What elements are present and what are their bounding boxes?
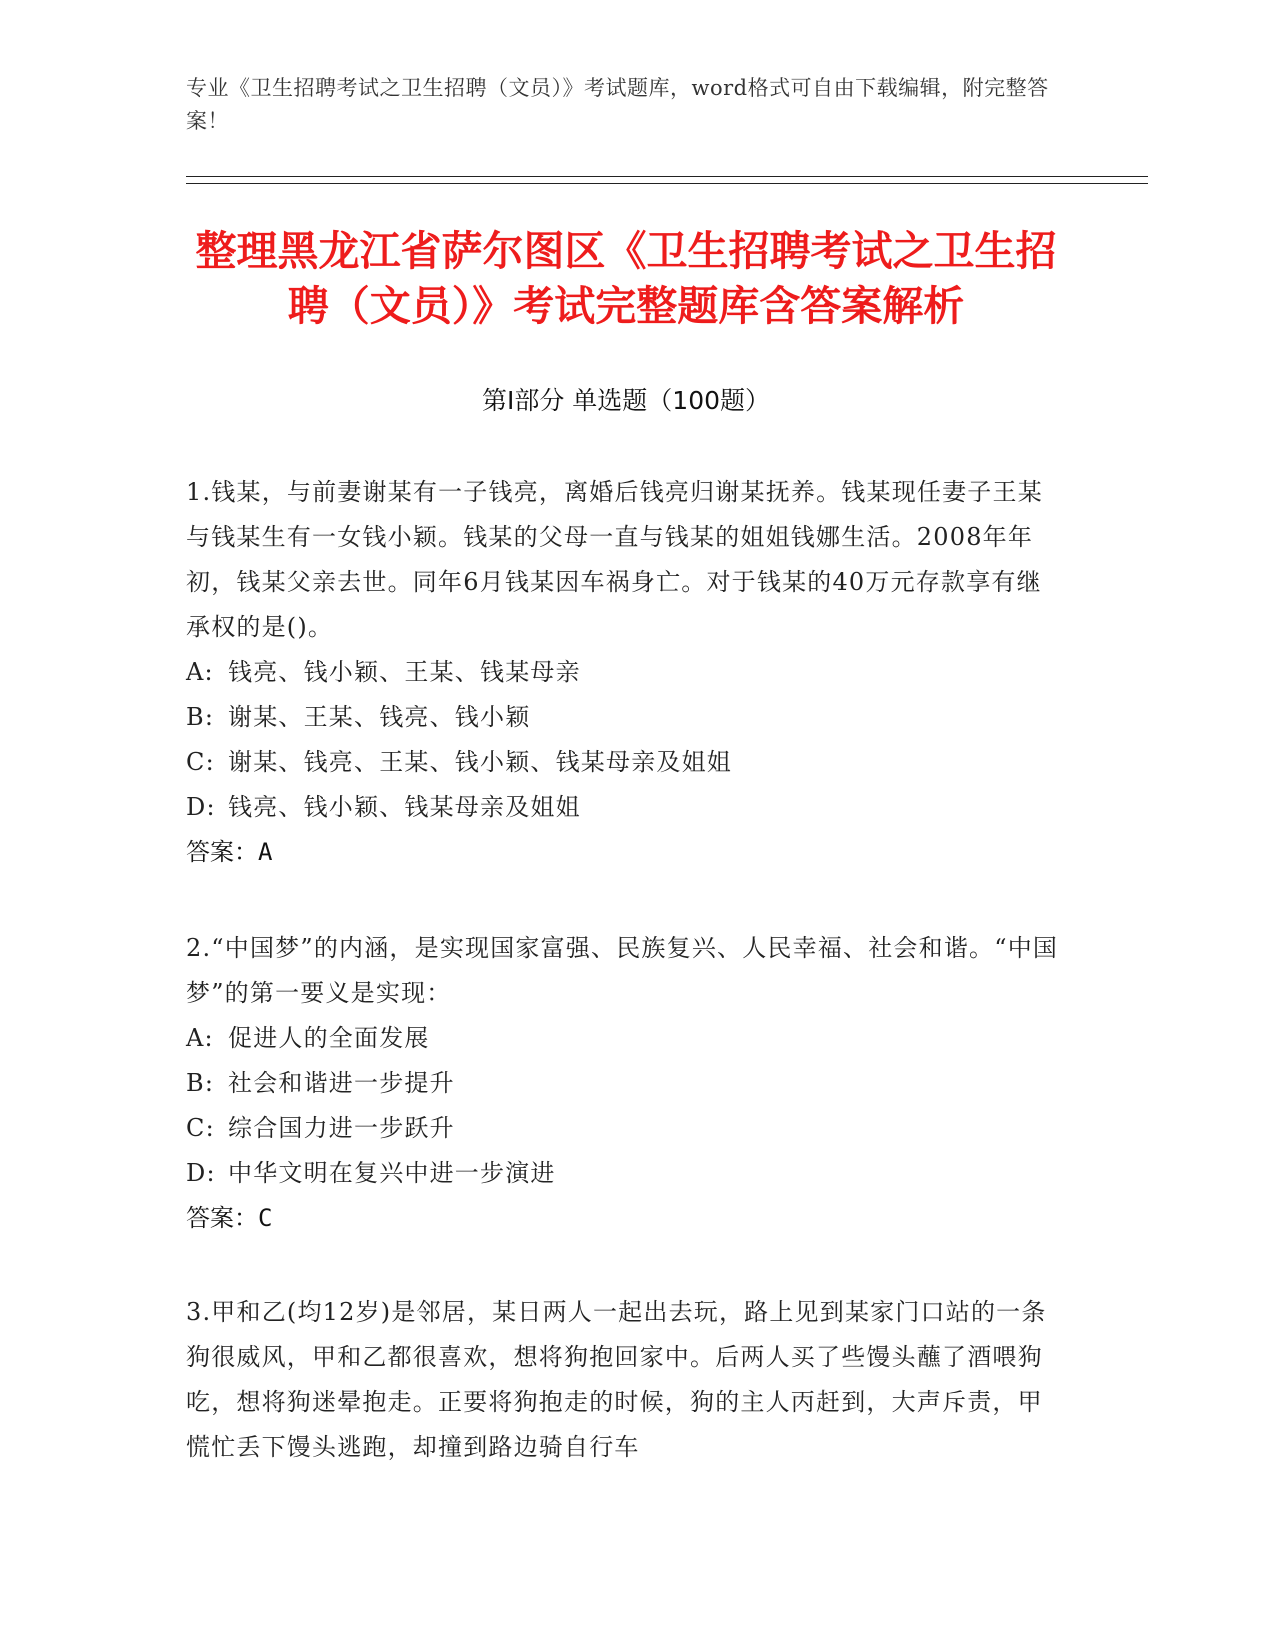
question-1 <box>186 470 1066 875</box>
question-text: 3.甲和乙(均12岁)是邻居，某日两人一起出去玩，路上见到某家门口站的一条狗很威风，甲和乙都很喜欢，想将狗抱回家中。后两人买了些馒头蘸了酒喂狗吃，想将狗迷晕抱走。正要将狗抱走的时候，狗的主人丙赶到，大声斥责，甲慌忙丢下馒头逃跑，却撞到路边骑自行车 <box>186 1298 1047 1461</box>
option-label: C: <box>186 748 215 776</box>
option-text: 钱亮、钱小颖、钱某母亲及姐姐 <box>228 793 581 821</box>
answer <box>186 830 1066 875</box>
option-label: B: <box>186 1069 215 1097</box>
option-b <box>186 695 1066 740</box>
question-3 <box>186 1290 1066 1470</box>
answer-value: C <box>258 1204 273 1232</box>
option-c <box>186 740 1066 785</box>
option-text: 综合国力进一步跃升 <box>228 1114 455 1142</box>
option-b <box>186 1061 1066 1106</box>
question-text: 2.“中国梦”的内涵，是实现国家富强、民族复兴、人民幸福、社会和谐。“中国梦”的第一要义是实现： <box>186 934 1059 1007</box>
option-label: C: <box>186 1114 215 1142</box>
option-c <box>186 1106 1066 1151</box>
option-label: A: <box>186 658 214 686</box>
answer-label: 答案： <box>186 1204 258 1232</box>
option-text: 谢某、王某、钱亮、钱小颖 <box>228 703 531 731</box>
option-label: A: <box>186 1024 214 1052</box>
option-a <box>186 650 1066 695</box>
header-divider-bottom <box>186 183 1148 184</box>
option-text: 中华文明在复兴中进一步演进 <box>228 1159 556 1187</box>
option-a <box>186 1016 1066 1061</box>
option-label: D: <box>186 793 216 821</box>
question-2 <box>186 926 1066 1241</box>
header-note: 专业《卫生招聘考试之卫生招聘（文员）》考试题库，word格式可自由下载编辑，附完整答案！ <box>186 76 1049 133</box>
option-text: 社会和谐进一步提升 <box>228 1069 455 1097</box>
option-d <box>186 785 1066 830</box>
option-label: D: <box>186 1159 216 1187</box>
option-text: 谢某、钱亮、王某、钱小颖、钱某母亲及姐姐 <box>228 748 732 776</box>
answer <box>186 1196 1066 1241</box>
answer-value: A <box>258 838 273 866</box>
header-divider-top <box>186 176 1148 177</box>
option-text: 钱亮、钱小颖、王某、钱某母亲 <box>228 658 581 686</box>
document-title: 整理黑龙江省萨尔图区《卫生招聘考试之卫生招聘（文员）》考试完整题库含答案解析 <box>195 227 1057 330</box>
section-title: 第Ⅰ部分 单选题（100题） <box>481 386 771 415</box>
option-d <box>186 1151 1066 1196</box>
option-label: B: <box>186 703 215 731</box>
option-text: 促进人的全面发展 <box>228 1024 430 1052</box>
answer-label: 答案： <box>186 838 258 866</box>
question-text: 1.钱某，与前妻谢某有一子钱亮，离婚后钱亮归谢某抚养。钱某现任妻子王某与钱某生有一女钱小颖。钱某的父母一直与钱某的姐姐钱娜生活。2008年年初，钱某父亲去世。同年6月钱某因车祸身亡。对于钱某的40万元存款享有继承权的是()。 <box>186 478 1043 641</box>
